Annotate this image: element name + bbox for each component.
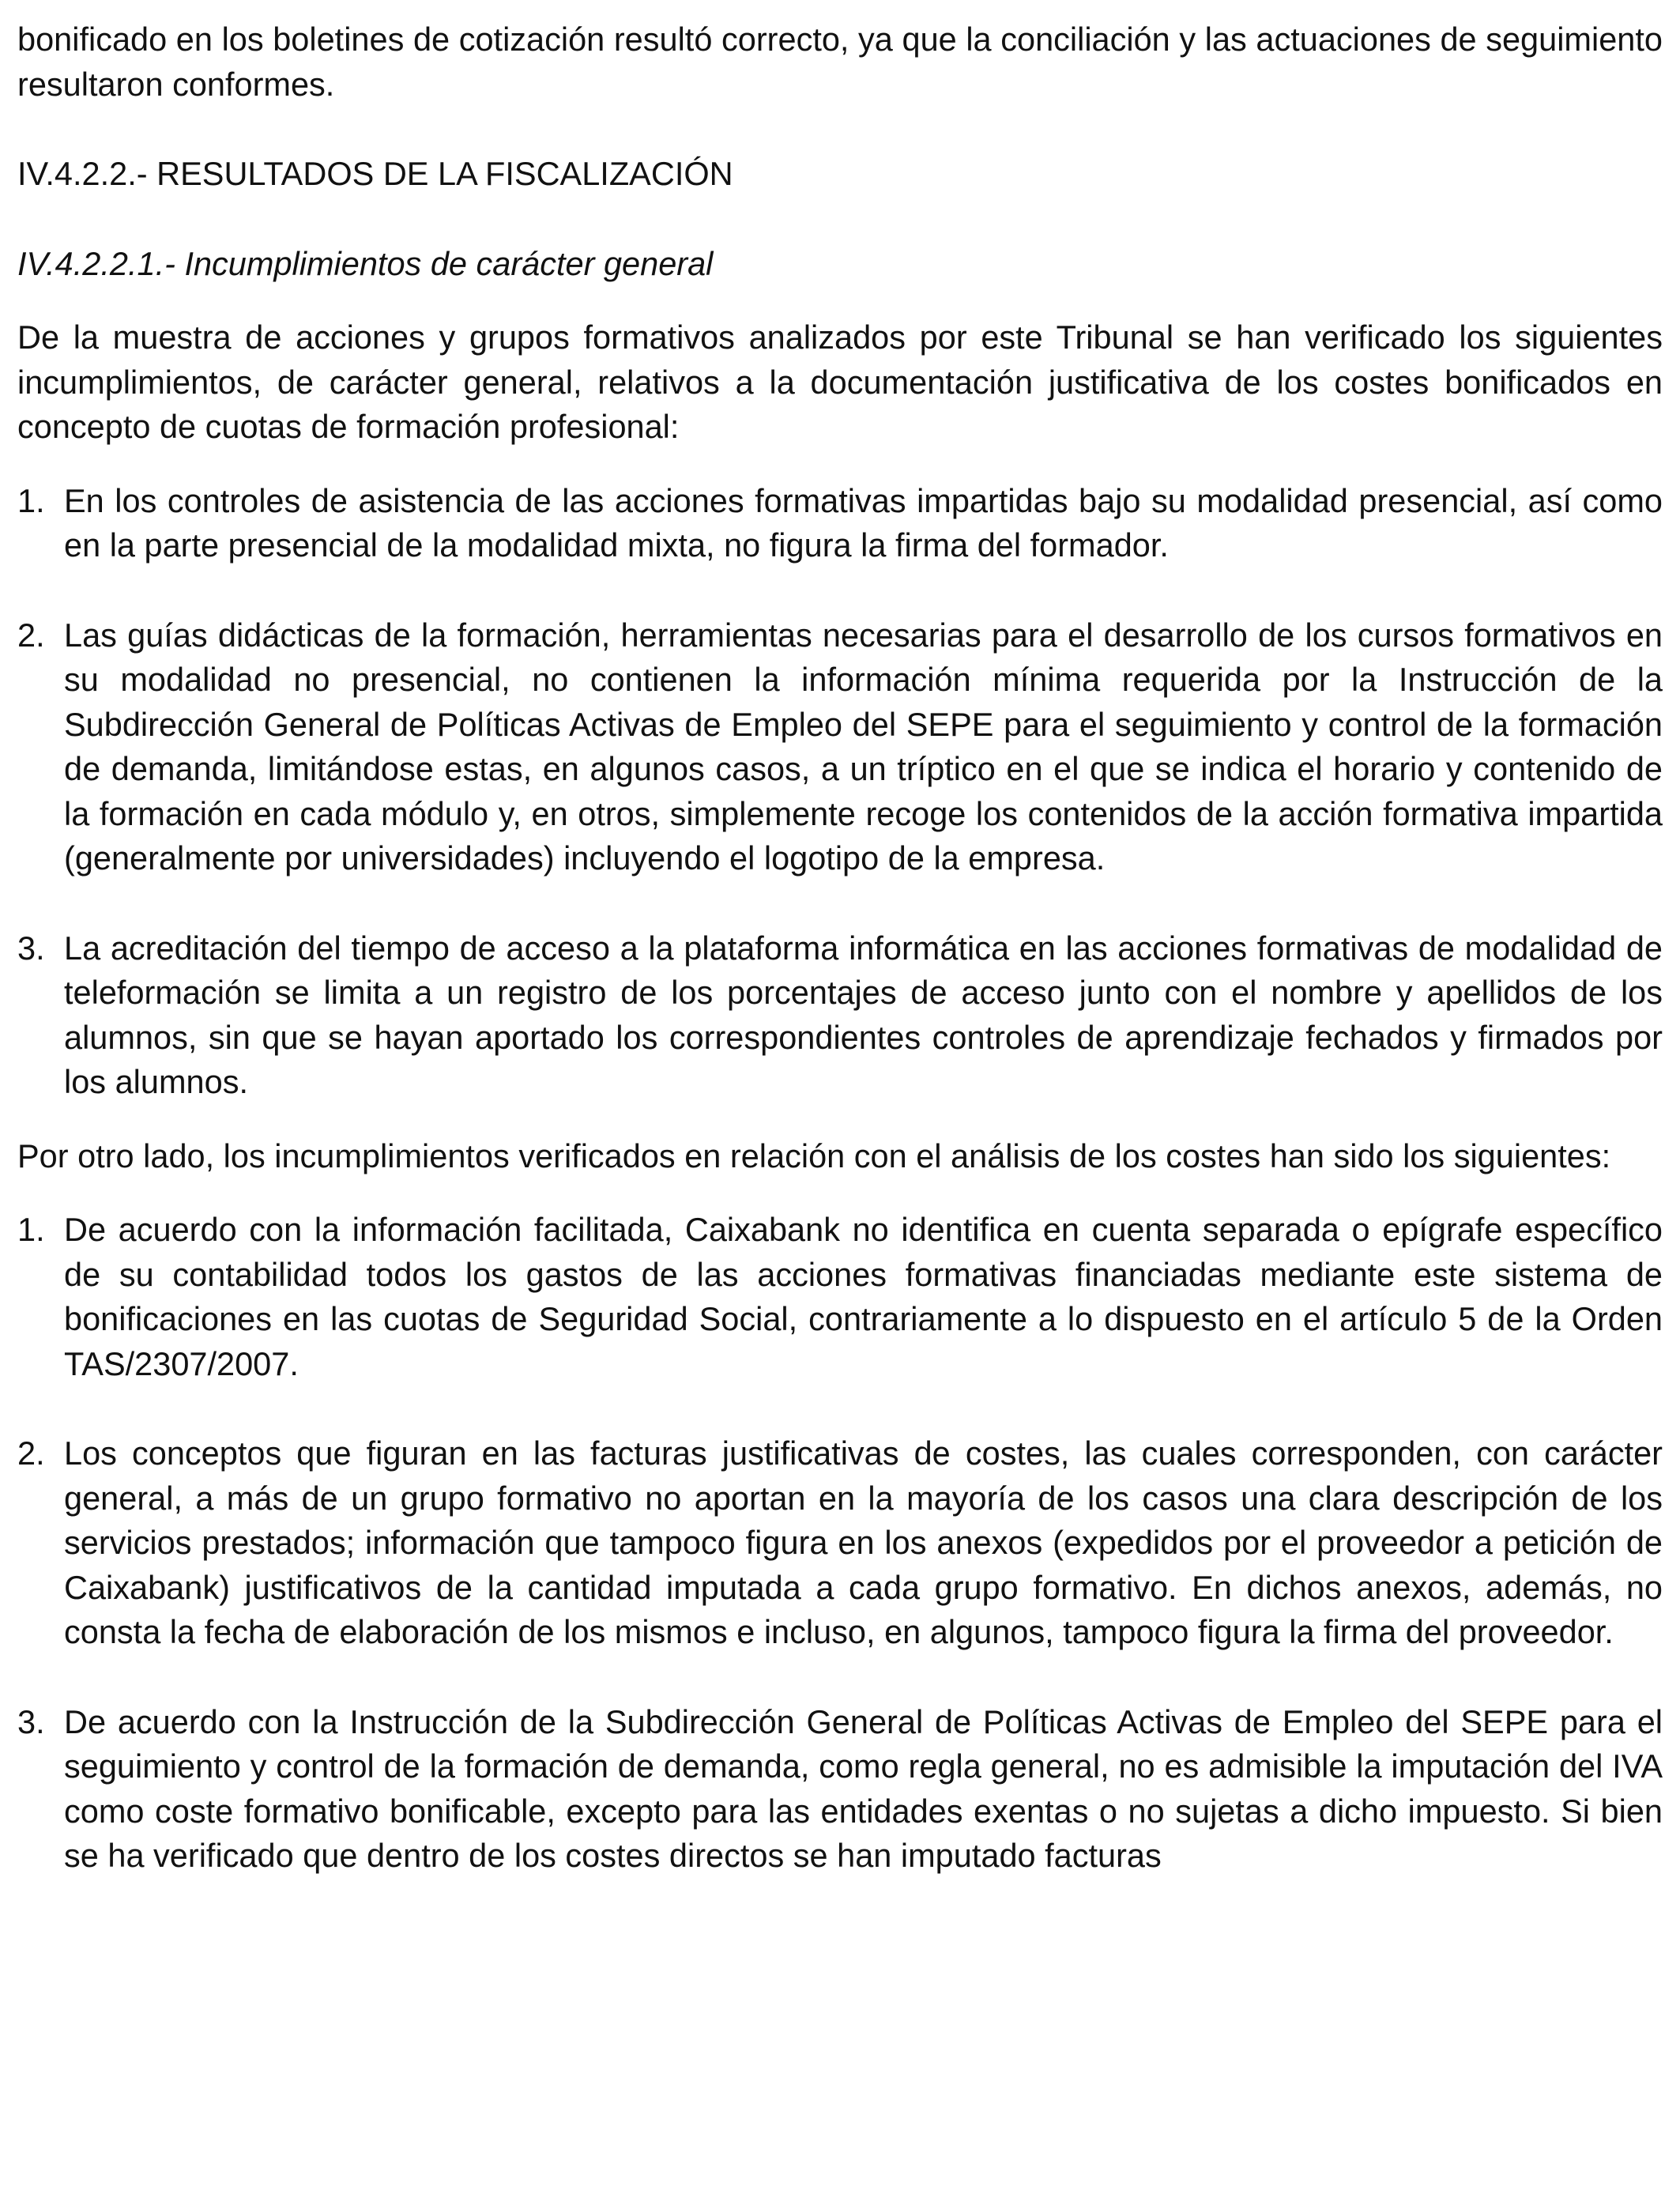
list-item-text: En los controles de asistencia de las acciones formativas impartidas bajo su modalidad presencial, así como en la parte presencial de la modalidad mixta, no figura la firma del formador.: [64, 481, 1663, 564]
list-item: [17, 1431, 1663, 1655]
subsection-heading: IV.4.2.2.1.- Incumplimientos de carácter general: [17, 244, 714, 282]
intro-paragraph: bonificado en los boletines de cotización resultó correcto, ya que la conciliación y las actuaciones de seguimiento resultaron conformes.: [17, 21, 1663, 103]
list-item-text: De acuerdo con la Instrucción de la Subdirección General de Políticas Activas de Empleo del SEPE para el seguimiento y control de la formación de demanda, como regla general, no es admisible la imputación del IVA como coste formativo bonificable, excepto para las entidades exentas o no sujetas a dicho impuesto. Si bien se ha verificado que dentro de los costes directos se han imputado facturas: [64, 1702, 1663, 1874]
list-item: [17, 613, 1663, 881]
body-paragraph-1: De la muestra de acciones y grupos formativos analizados por este Tribunal se han verificado los siguientes incumplimientos, de carácter general, relativos a la documentación justificativa de los costes bonificados en concepto de cuotas de formación profesional:: [17, 319, 1663, 445]
list-item-number: 3.: [17, 1702, 45, 1740]
list-item-number: 1.: [17, 1211, 45, 1248]
list-item-text: La acreditación del tiempo de acceso a la plataforma informática en las acciones formativas de modalidad de teleformación se limita a un registro de los porcentajes de acceso junto con el nombre y apellidos de los alumnos, sin que se hayan aportado los correspondientes controles de aprendizaje fechados y firmados por los alumnos.: [64, 929, 1663, 1100]
section-heading: IV.4.2.2.- RESULTADOS DE LA FISCALIZACIÓN: [17, 155, 733, 192]
list-item: [17, 1208, 1663, 1386]
list-item: [17, 1700, 1663, 1879]
list-item: [17, 479, 1663, 568]
list-item: [17, 926, 1663, 1105]
list-item-number: 1.: [17, 481, 45, 519]
body-paragraph-2: Por otro lado, los incumplimientos verificados en relación con el análisis de los costes han sido los siguientes:: [17, 1137, 1611, 1174]
general-breaches-list: [17, 479, 1663, 1105]
list-item-number: 3.: [17, 929, 45, 967]
list-item-text: De acuerdo con la información facilitada, Caixabank no identifica en cuenta separada o epígrafe específico de su contabilidad todos los gastos de las acciones formativas financiadas mediante este sistema de bonificaciones en las cuotas de Seguridad Social, contrariamente a lo dispuesto en el artículo 5 de la Orden TAS/2307/2007.: [64, 1211, 1663, 1382]
list-item-number: 2.: [17, 616, 45, 654]
list-item-text: Los conceptos que figuran en las facturas justificativas de costes, las cuales corresponden, con carácter general, a más de un grupo formativo no aportan en la mayoría de los casos una clara descripción de los servicios prestados; información que tampoco figura en los anexos (expedidos por el proveedor a petición de Caixabank) justificativos de la cantidad imputada a cada grupo formativo. En dichos anexos, además, no consta la fecha de elaboración de los mismos e incluso, en algunos, tampoco figura la firma del proveedor.: [64, 1434, 1663, 1650]
cost-breaches-list: [17, 1208, 1663, 1879]
list-item-text: Las guías didácticas de la formación, herramientas necesarias para el desarrollo de los cursos formativos en su modalidad no presencial, no contienen la información mínima requerida por la Instrucción de la Subdirección General de Políticas Activas de Empleo del SEPE para el seguimiento y control de la formación de demanda, limitándose estas, en algunos casos, a un tríptico en el que se indica el horario y contenido de la formación en cada módulo y, en otros, simplemente recoge los contenidos de la acción formativa impartida (generalmente por universidades) incluyendo el logotipo de la empresa.: [64, 616, 1663, 876]
document-page: [17, 17, 1663, 1879]
list-item-number: 2.: [17, 1434, 45, 1472]
